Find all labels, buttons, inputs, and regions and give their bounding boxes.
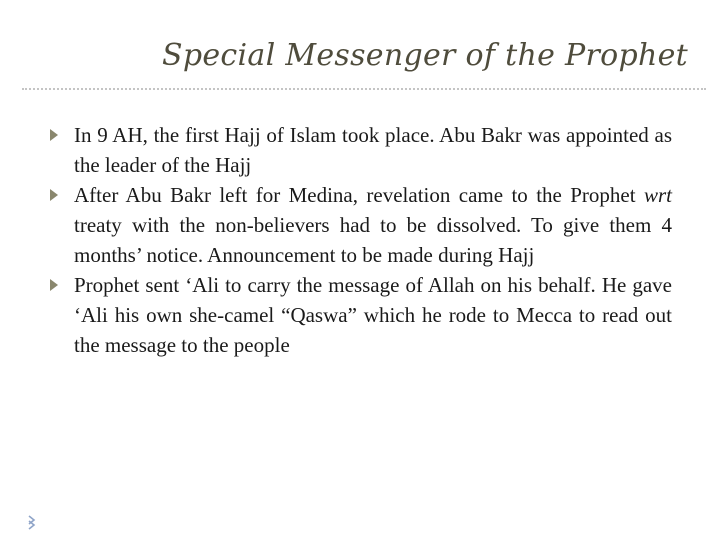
slide-title: Special Messenger of the Prophet [162, 38, 688, 73]
triangle-bullet-icon [50, 189, 58, 201]
bullet-text: In 9 AH, the first Hajj of Islam took place. Abu Bakr was appointed as the leader of the Hajj [74, 123, 672, 177]
bullet-text-italic: wrt [643, 183, 672, 207]
bullet-list [48, 120, 672, 360]
bullet-text: Prophet sent ‘Ali to carry the message of Allah on his behalf. He gave ‘Ali his own she-camel “Qaswa” which he rode to Mecca to read out the message to the people [74, 273, 672, 357]
triangle-bullet-icon [50, 129, 58, 141]
bullet-text [74, 183, 672, 267]
double-chevron-down-icon [26, 514, 40, 530]
title-divider [22, 88, 706, 90]
bullet-item [48, 180, 672, 270]
bullet-item [48, 270, 672, 360]
triangle-bullet-icon [50, 279, 58, 291]
bullet-text-part: treaty with the non-believers had to be dissolved. To give them 4 months’ notice. Announcement to be made during Hajj [74, 213, 672, 267]
bullet-item [48, 120, 672, 180]
bullet-text-part: After Abu Bakr left for Medina, revelation came to the Prophet [74, 183, 644, 207]
